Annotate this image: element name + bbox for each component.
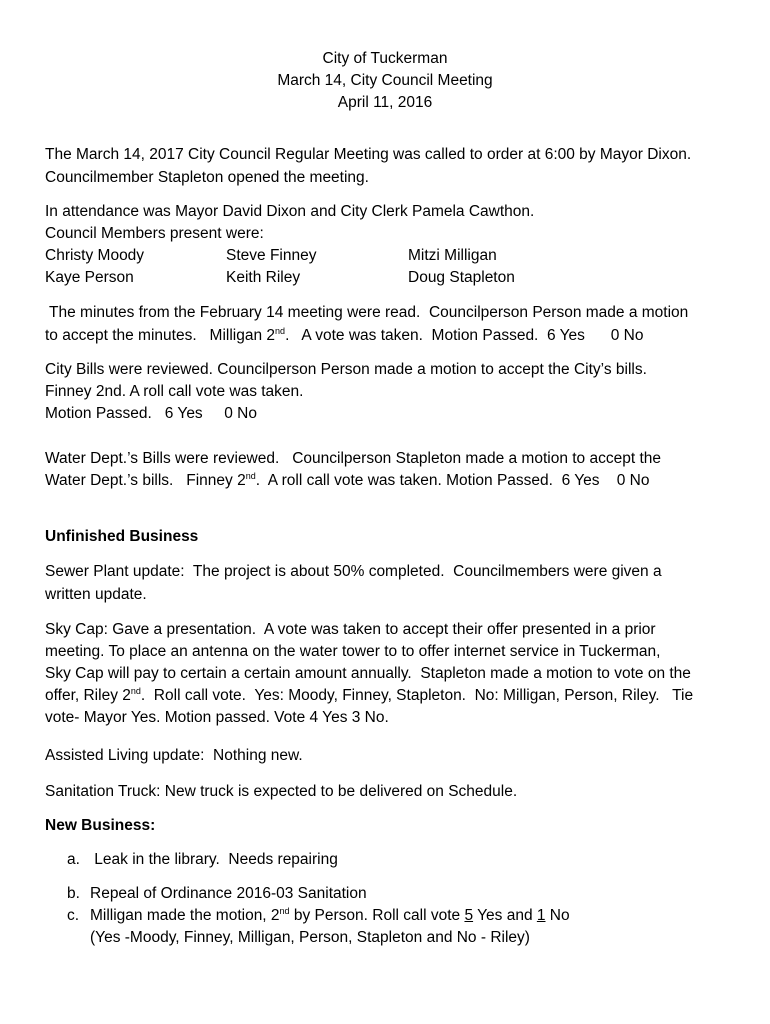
sewer-line-1: Sewer Plant update: The project is about 50% completed. Councilmembers were given a xyxy=(45,563,662,580)
opening-line-1: The March 14, 2017 City Council Regular Meeting was called to order at 6:00 by Mayor Dixon. xyxy=(45,146,692,163)
list-marker: b. xyxy=(67,885,80,902)
list-item-text: Repeal of Ordinance 2016-03 Sanitation xyxy=(90,885,367,902)
minutes-line-1: The minutes from the February 14 meeting were read. Councilperson Person made a motion xyxy=(45,304,689,321)
water-bills-line-2: Water Dept.’s bills. Finney 2nd. A roll call vote was taken. Motion Passed. 6 Yes 0 No xyxy=(45,471,650,489)
list-item-text: Leak in the library. Needs repairing xyxy=(90,851,338,868)
member-name: Keith Riley xyxy=(226,269,301,286)
list-item-continuation: (Yes -Moody, Finney, Milligan, Person, Stapleton and No - Riley) xyxy=(90,929,530,946)
skycap-line-3: Sky Cap will pay to certain a certain amount annually. Stapleton made a motion to vote on the xyxy=(45,665,691,682)
list-marker: c. xyxy=(67,907,80,924)
no-count: 1 xyxy=(536,907,546,924)
attendance-line: In attendance was Mayor David Dixon and City Clerk Pamela Cawthon. xyxy=(45,203,535,220)
city-bills-line-3: Motion Passed. 6 Yes 0 No xyxy=(45,405,257,422)
minutes-line-2: to accept the minutes. Milligan 2nd. A vote was taken. Motion Passed. 6 Yes 0 No xyxy=(45,326,644,344)
opening-line-2: Councilmember Stapleton opened the meeting. xyxy=(45,169,369,186)
city-bills-line-2: Finney 2nd. A roll call vote was taken. xyxy=(45,383,304,400)
assisted-living-line: Assisted Living update: Nothing new. xyxy=(45,747,303,764)
member-name: Christy Moody xyxy=(45,247,145,264)
city-name: City of Tuckerman xyxy=(322,50,448,67)
meeting-title: March 14, City Council Meeting xyxy=(277,72,493,89)
list-marker: a. xyxy=(67,851,80,868)
member-name: Doug Stapleton xyxy=(408,269,515,286)
skycap-line-5: vote- Mayor Yes. Motion passed. Vote 4 Yes 3 No. xyxy=(45,709,389,726)
sanitation-truck-line: Sanitation Truck: New truck is expected to be delivered on Schedule. xyxy=(45,783,518,800)
water-bills-line-1: Water Dept.’s Bills were reviewed. Councilperson Stapleton made a motion to accept the xyxy=(45,450,662,467)
new-business-heading: New Business: xyxy=(45,817,156,834)
members-present-label: Council Members present were: xyxy=(45,225,264,242)
city-bills-line-1: City Bills were reviewed. Councilperson Person made a motion to accept the City’s bills. xyxy=(45,361,647,378)
skycap-line-1: Sky Cap: Gave a presentation. A vote was taken to accept their offer presented in a prior xyxy=(45,621,656,638)
yes-count: 5 xyxy=(464,907,474,924)
unfinished-business-heading: Unfinished Business xyxy=(45,528,199,545)
skycap-line-2: meeting. To place an antenna on the water tower to to offer internet service in Tuckerman, xyxy=(45,643,661,660)
list-item-text: Milligan made the motion, 2nd by Person. Roll call vote 5 Yes and 1 No xyxy=(90,906,570,924)
member-name: Steve Finney xyxy=(226,247,317,264)
member-name: Kaye Person xyxy=(45,269,134,286)
sewer-line-2: written update. xyxy=(45,586,147,603)
document-date: April 11, 2016 xyxy=(337,94,433,111)
member-name: Mitzi Milligan xyxy=(408,247,497,264)
skycap-line-4: offer, Riley 2nd. Roll call vote. Yes: Moody, Finney, Stapleton. No: Milligan, Person, Riley. Tie xyxy=(45,686,694,704)
